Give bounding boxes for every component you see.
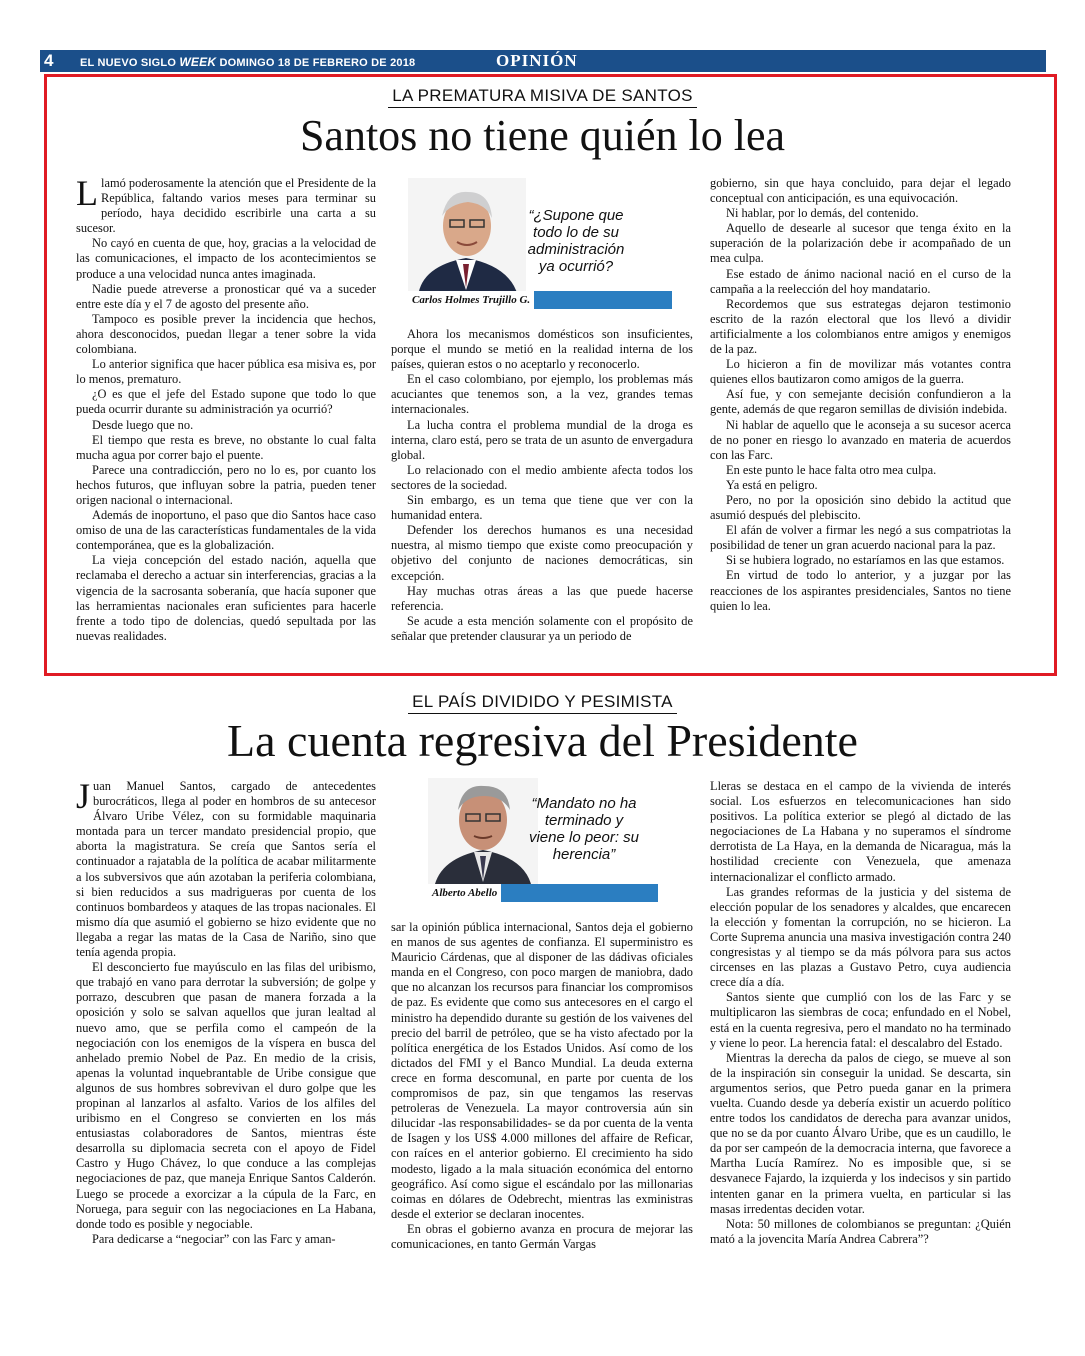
article2-dropcap: J (76, 776, 91, 816)
paper-masthead (80, 55, 415, 69)
article1-headline: Santos no tiene quién lo lea (299, 111, 786, 160)
article2-author-photo (428, 778, 538, 888)
issue-date: DOMINGO 18 DE FEBRERO DE 2018 (219, 57, 416, 69)
article2-author-name: Alberto Abello (428, 884, 501, 902)
article2-headline: La cuenta regresiva del Presidente (227, 715, 858, 766)
paper-week: WEEK (179, 55, 217, 69)
article1-author-name: Carlos Holmes Trujillo G. (408, 291, 534, 309)
article2-column-3: Lleras se destaca en el campo de la vivienda de interés social. Los esfuerzos en telecomunicaciones han sido positivos. La política exterior se plegó al dictado de las negociaciones de La Habana y no superamos el síndrome derrotista de La Haya, en la demanda de Nicaragua, más la hostilidad creciente con Venezuela, que amenaza internacionalizar el conflicto armado. Las grandes reformas de la justicia y del sistema de elección popular de los senadores y alcaldes, que encarecen la elección y fomentan la corrupción, no se hicieron. La Corte Suprema anuncia una masiva investigación contra 240 congresistas y al tiempo se da más pólvora para sus actos circenses en las plazas a Gustavo Petro, cuya audiencia crece día a día. Santos siente que cumplió con los de las Farc y se multiplicaron las siembras de coca; enfundado en el Nobel, está en la cuenta regresiva, pero el mandato no ha terminado y viene lo peor. La herencia fatal: el descalabro del Estado. Mientras la derecha da palos de ciego, se mueve al son de la inspiración sin conseguir la unidad. Se descarta, sin argumentos serios, que Petro pueda ganar en la primera vuelta. Cuando desde ya debería existir un acuerdo político entre todos los candidatos de derecha para avanzar unidos, que no se da por cuanto Álvaro Uribe, que es un caudillo, le da por ser campeón de la democracia interna, que favorece a Martha Lucía Ramírez. No es imposible que, si se desvanece Fajardo, la izquierda y los indecisos y sin partido intenten ganar en la primera vuelta, en particular si las masas irredentas deciden votar. Nota: 50 millones de colombianos se preguntan: ¿Quién mató a la jovencita María Andrea Cabrera”? (710, 779, 1011, 1246)
article1-author-photo (408, 178, 526, 296)
article1-column-1: Llamó poderosamente la atención que el Presidente de la República, faltando varios meses para terminar su período, haya decidido escribirle una carta a su sucesor. No cayó en cuenta de que, hoy, gracias a la velocidad de las comunicaciones, el impacto de los acontecimientos se produce a una velocidad nunca antes imaginada. Nadie puede atreverse a pronosticar qué va a suceder entre este día y el 7 de agosto del presente año. Tampoco es posible prever la incidencia que hechos, ahora desconocidos, puedan llegar a tener sobre la vida colombiana. Lo anterior significa que hacer pública esa misiva es, por lo menos, prematuro. ¿O es que el jefe del Estado supone que todo lo que pueda ocurrir durante su administración ya ocurrió? Desde luego que no. El tiempo que resta es breve, no obstante lo cual falta mucha agua por correr bajo el puente. Parece una contradicción, pero no lo es, por cuanto los hechos futuros, que influyan sobre la patria, pueden tener origen nacional o internacional. Además de inoportuno, el paso que dio Santos hace caso omiso de una de las características fundamentales de la vida contemporánea, que es la globalización. La vieja concepción del estado nación, aquella que reclamaba el derecho a actuar sin interferencias, gracias a la vigencia de la sacrosanta soberanía, que hacía suponer que las herramientas nacionales eran suficientes para hacerle frente a todo tipo de dolencias, quedó sepultada por las nuevas realidades. (76, 173, 376, 643)
article1-pull-quote: “¿Supone que todo lo de su administración ya ocurrió? (527, 207, 625, 275)
article1-author-bar (408, 291, 672, 309)
article1-kicker: LA PREMATURA MISIVA DE SANTOS (0, 86, 1085, 106)
article2-pull-quote: “Mandato no ha terminado y viene lo peor: su herencia” (528, 795, 640, 863)
article1-dropcap: L (76, 173, 98, 213)
article1-column-2: Ahora los mecanismos domésticos son insuficientes, porque el mundo se metió en la realidad interna de los países, quieran estos o no aceptarlo y reconocerlo. En el caso colombiano, por ejemplo, los problemas más acuciantes que tenemos son, a la vez, grandes temas internacionales. La lucha contra el problema mundial de la droga es interna, claro está, pero se trata de un asunto de envergadura global. Lo relacionado con el medio ambiente afecta todos los sectores de la sociedad. Sin embargo, es un tema que tiene que ver con la humanidad entera. Defender los derechos humanos es una necesidad nuestra, al mismo tiempo que existe como preocupación y objetivo del conjunto de naciones democráticas, sin excepción. Hay muchas otras áreas a las que puede hacerse referencia. Se acude a esta mención solamente con el propósito de señalar que pretender clausurar ya un periodo de (391, 327, 693, 643)
article2-author-bar (428, 884, 658, 902)
paper-name: EL NUEVO SIGLO (80, 57, 177, 69)
section-title: OPINIÓN (496, 51, 578, 70)
page-number: 4 (44, 51, 54, 70)
article2-column-2: sar la opinión pública internacional, Santos deja el gobierno en manos de sus agentes de confianza. El superministro es Mauricio Cárdenas, que al disponer de las dádivas oficiales manda en el Congreso, con poco margen de maniobra, dado que no alcanzan los recursos para financiar los compromisos de paz. Es evidente que como sus antecesores en el cargo el ministro ha dependido durante su gestión de los vaivenes del precio del barril de petróleo, que se ha visto afectado por la política energética de los Estados Unidos. Así como de los dictados del FMI y el Banco Mundial. La deuda externa crece en forma descomunal, en parte por cuenta de los compromisos de paz, sin que tengamos las reservas petroleras de Venezuela. La mayor controversia aún sin dilucidar -las responsabilidades- se da por cuenta de la venta de Isagen y los US$ 4.000 millones del affaire de Reficar, con raíces en el anterior gobierno. El crecimiento ha sido modesto, ligado a la mala situación económica del entorno geográfico. Así como sigue el escándalo por las millonarias coimas en dólares de Odebrecht, mientras las exministras desde el exterior se declaran inocentes. En obras el gobierno avanza en procura de mejorar las comunicaciones, en tanto Germán Vargas (391, 920, 693, 1251)
article2-kicker: EL PAÍS DIVIDIDO Y PESIMISTA (0, 692, 1085, 712)
article1-column-3: gobierno, sin que haya concluido, para dejar el legado conceptual con anticipación, es una equivocación. Ni hablar, por lo demás, del contenido. Aquello de desearle al sucesor que tenga éxito en la superación de la polarización debe ir acompañado de un mea culpa. Ese estado de ánimo nacional nació en el curso de la campaña a la reelección del hoy mandatario. Recordemos que sus estrategas dejaron testimonio escrito de la razón electoral que los llevó a dividir artificialmente a los colombianos entre amigos y enemigos de la paz. Lo hicieron a fin de movilizar más votantes contra quienes ellos bautizaron como amigos de la guerra. Así fue, y con semejante decisión confundieron a la gente, además de que regaron semillas de división indebida. Ni hablar de aquello que le aconseja a su sucesor acerca de no poner en riesgo lo avanzado en materia de acuerdos con las Farc. En este punto le hace falta otro mea culpa. Ya está en peligro. Pero, no por la oposición sino debido la actitud que asumió después del plebiscito. El afán de volver a firmar les negó a sus compatriotas la posibilidad de tener un gran acuerdo nacional para la paz. Si se hubiera logrado, no estaríamos en las que estamos. En virtud de todo lo anterior, y a juzgar por las reacciones de los aspirantes presidenciales, Santos no tiene quien lo lea. (710, 176, 1011, 613)
article2-column-1: Juan Manuel Santos, cargado de antecedentes burocráticos, llega al poder en hombros de su antecesor Álvaro Uribe Vélez, con su formidable maquinaria montada para un tercer mandato presidencial propio, que aborta la magistratura. Se creía que Santos sería el continuador a rajatabla de la política de acabar militarmente a los subversivos que aún azotaban la periferia colombiana, si bien reducidos a sus madrigueras por cuenta de los continuos bombardeos y ataques de las tropas nacionales. El mismo día que asumió el gobierno se hizo evidente que no llegaba a regar las matas de la Casa de Nariño, sino que tenía agenda propia. El desconcierto fue mayúsculo en las filas del uribismo, que trabajó en vano para derrotar la subversión; de golpe y porrazo, descubren que pasan de manera forzada a la oposición y solo se salvan aquellos que juran lealtad al nuevo amo, que se perfila como el campeón de la negociación con los enemigos de la víspera en busca del anhelado premio Nobel de Paz. En medio de la crisis, apenas la voluntad inquebrantable de Uribe consigue que algunos de sus hombres sobrevivan el duro golpe que les propinan al lanzarlos al asfalto. Varios de los alfiles del uribismo en el Congreso se convierten en los más entusiastas colaboradores de Santos, mientras éste desarrolla su diplomacia secreta con el apoyo de Fidel Castro y Hugo Chávez, lo que conduce a las complejas negociaciones de paz, que maneja Enrique Santos Calderón. Luego se procede a exorcizar a la cúpula de la Farc, en Noruega, para seguir con las negociaciones en La Habana, donde todo es posible y negociable. Para dedicarse a “negociar” con las Farc y aman- (76, 776, 376, 1246)
